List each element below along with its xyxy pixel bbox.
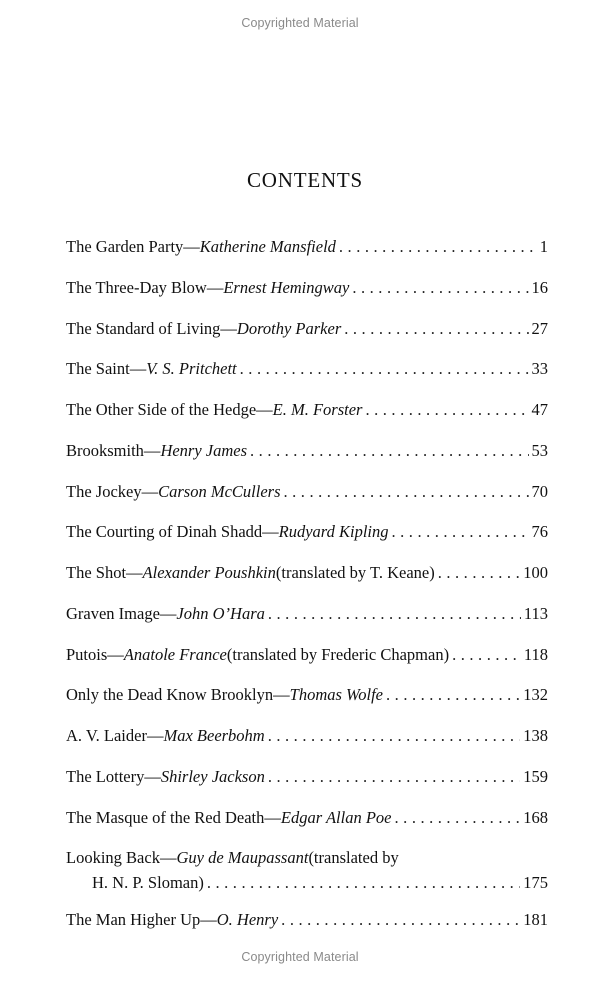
story-title: A. V. Laider— (66, 726, 164, 745)
story-title: The Man Higher Up— (66, 909, 217, 929)
story-title: Putois— (66, 644, 124, 664)
dot-leader (268, 601, 521, 626)
page-number: 132 (523, 685, 548, 705)
copyright-watermark-bottom: Copyrighted Material (241, 950, 359, 964)
translation-note-continued: H. N. P. Sloman) (92, 873, 204, 893)
page-number: 100 (523, 563, 548, 582)
page-number: 76 (531, 522, 548, 542)
dot-leader (344, 316, 528, 341)
page-number: 70 (531, 481, 548, 501)
dot-leader (268, 723, 521, 748)
dot-leader (284, 479, 529, 504)
toc-entry (66, 682, 548, 723)
toc-entry (66, 316, 548, 357)
story-author: John O’Hara (176, 603, 265, 623)
toc-entry (66, 907, 548, 948)
story-title: The Other Side of the Hedge— (66, 400, 273, 419)
dot-leader (386, 682, 520, 707)
page-number: 1 (539, 237, 548, 256)
translation-note: (translated by (308, 848, 399, 868)
toc-entry (66, 479, 548, 520)
page-number: 113 (523, 603, 548, 623)
story-author: Edgar Allan Poe (280, 807, 392, 827)
toc-entry (66, 642, 548, 683)
toc-entry (66, 805, 548, 846)
translation-note: (translated by Frederic Chapman) (226, 644, 450, 664)
toc-entry (66, 601, 548, 642)
page-number: 168 (523, 807, 548, 827)
story-title: Only the Dead Know Brooklyn— (66, 685, 290, 705)
page-title: CONTENTS (246, 168, 364, 192)
dot-leader (268, 764, 520, 789)
dot-leader (352, 275, 528, 300)
page-number: 27 (531, 318, 548, 338)
story-author: Thomas Wolfe (289, 685, 384, 705)
story-author: Carson McCullers (158, 481, 281, 501)
toc-entry (66, 560, 548, 601)
page-number: 118 (523, 644, 548, 664)
toc-entry (66, 723, 548, 764)
story-title: Looking Back— (66, 848, 177, 868)
page-number: 159 (523, 766, 548, 786)
story-title: The Saint— (66, 359, 147, 379)
toc-entry (66, 845, 548, 907)
table-of-contents (66, 234, 548, 948)
dot-leader (395, 805, 521, 830)
story-title: The Standard of Living— (66, 318, 237, 338)
toc-entry (66, 438, 548, 479)
dot-leader (240, 356, 529, 381)
dot-leader (339, 234, 537, 259)
page-number: 175 (523, 873, 548, 893)
story-title: The Three-Day Blow— (66, 277, 224, 297)
dot-leader (392, 519, 529, 544)
story-author: Anatole France (123, 644, 227, 664)
toc-entry (66, 397, 548, 438)
copyright-watermark-top: Copyrighted Material (241, 16, 359, 30)
story-author: Guy de Maupassant (176, 848, 309, 868)
story-author: Max Beerbohm (163, 726, 265, 745)
dot-leader (250, 438, 528, 463)
story-author: Alexander Poushkin (142, 563, 276, 582)
page-number: 53 (531, 440, 548, 460)
page-number: 47 (531, 400, 548, 419)
story-title: The Masque of the Red Death— (66, 807, 281, 827)
story-author: O. Henry (216, 909, 279, 929)
toc-entry (66, 275, 548, 316)
toc-entry (66, 519, 548, 560)
page-number: 138 (523, 726, 548, 745)
dot-leader (438, 560, 521, 585)
translation-note: (translated by T. Keane) (275, 563, 435, 582)
story-title: Brooksmith— (66, 440, 161, 460)
toc-entry (66, 234, 548, 275)
story-title: The Courting of Dinah Shadd— (66, 522, 279, 542)
story-author: Ernest Hemingway (223, 277, 350, 297)
story-author: Dorothy Parker (236, 318, 342, 338)
story-title: The Lottery— (66, 766, 161, 786)
story-author: Rudyard Kipling (278, 522, 389, 542)
story-author: E. M. Forster (272, 400, 363, 419)
page-number: 33 (531, 359, 548, 379)
page-number: 181 (523, 909, 548, 929)
story-title: Graven Image— (66, 603, 177, 623)
story-author: Henry James (160, 440, 248, 460)
toc-entry (66, 764, 548, 805)
dot-leader (207, 870, 520, 895)
dot-leader (452, 642, 521, 667)
story-title: The Garden Party— (66, 237, 200, 256)
story-author: V. S. Pritchett (146, 359, 237, 379)
story-title: The Shot— (66, 563, 143, 582)
dot-leader (281, 907, 520, 932)
dot-leader (365, 397, 528, 422)
page-number: 16 (531, 277, 548, 297)
story-author: Katherine Mansfield (199, 237, 336, 256)
toc-entry (66, 356, 548, 397)
story-title: The Jockey— (66, 481, 159, 501)
story-author: Shirley Jackson (160, 766, 265, 786)
